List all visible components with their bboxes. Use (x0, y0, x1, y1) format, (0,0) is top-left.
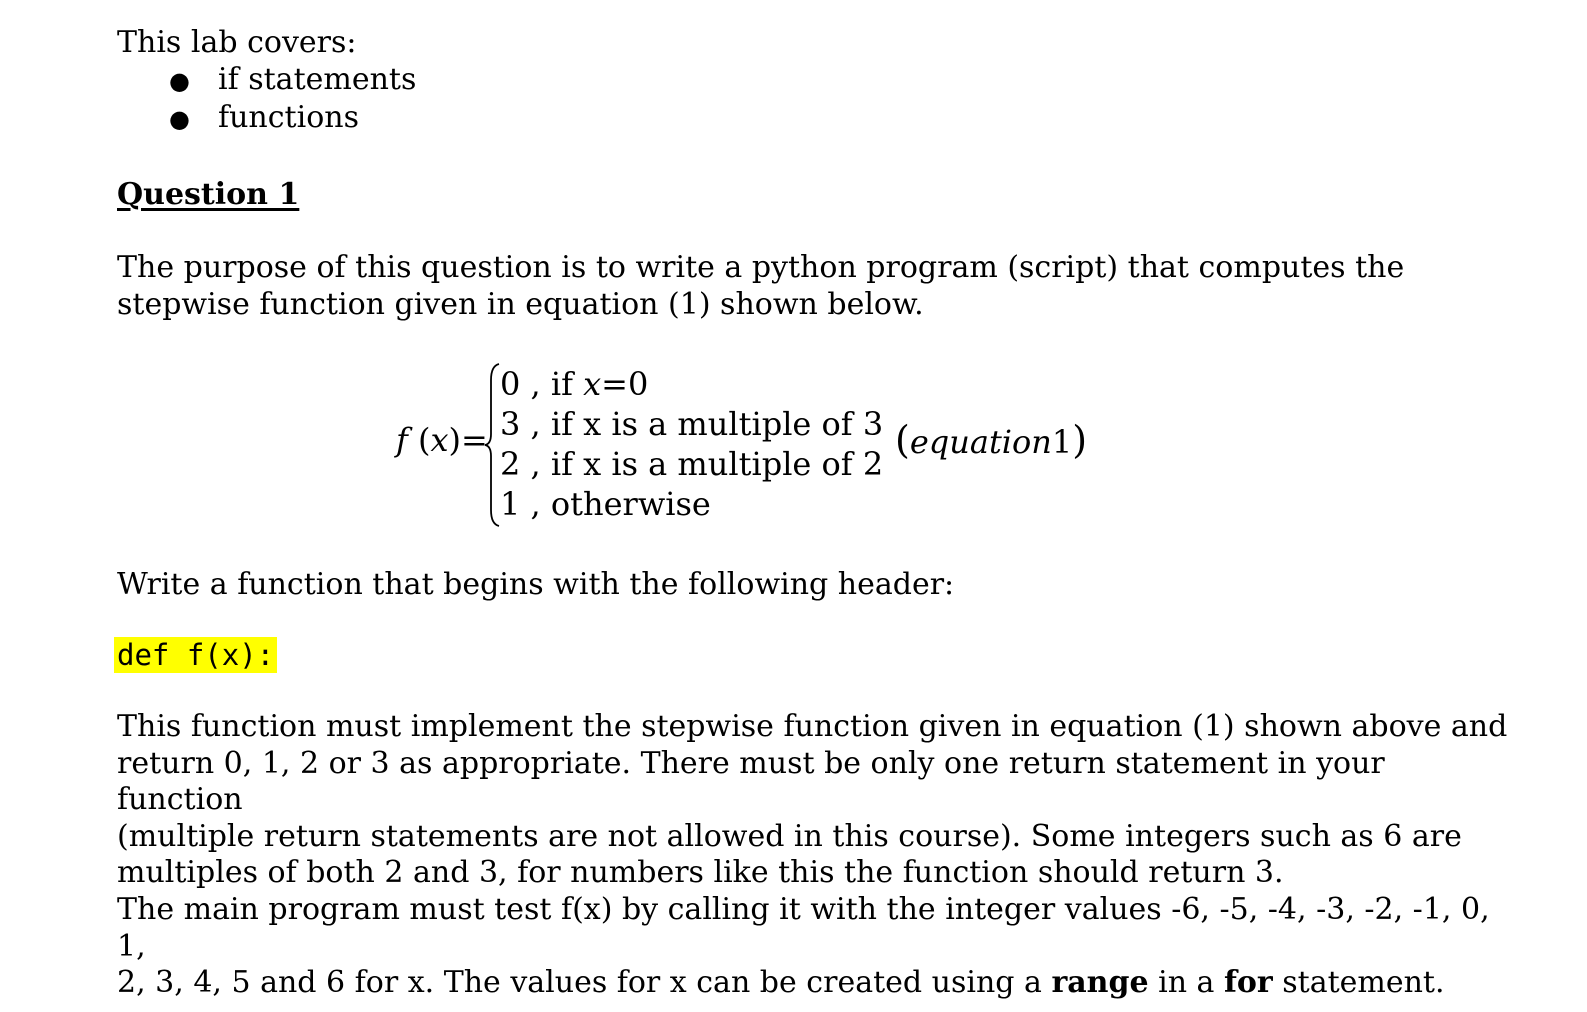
equation-open-paren: ( (407, 421, 431, 459)
bullet-icon: ● (169, 105, 190, 133)
equation-case-row: 3 , if x is a multiple of 3 (500, 405, 884, 443)
bullet-icon: ● (169, 67, 190, 95)
list-item-label: functions (218, 100, 359, 135)
equation-lhs (396, 420, 488, 460)
equation-close-equals: )= (448, 421, 488, 459)
question-heading: Question 1 (117, 177, 300, 212)
equation-label: (equation1) (895, 418, 1088, 462)
equation-var: x (430, 421, 449, 459)
range-keyword: range (1051, 965, 1149, 1000)
equation-case-row: 0 , if x=0 (500, 365, 649, 403)
topics-list (117, 61, 416, 137)
function-header-code: def f(x): (114, 637, 277, 673)
header-instruction: Write a function that begins with the following header: (117, 567, 955, 602)
equation-func-name: f (396, 421, 408, 459)
equation-case-row: 1 , otherwise (500, 485, 711, 523)
list-item (117, 99, 416, 137)
list-item (117, 61, 416, 99)
purpose-paragraph: The purpose of this question is to write a python program (script) that computes the stepwise function given in equation (1) shown below. (117, 250, 1405, 322)
main-program-paragraph: The main program must test f(x) by calling it with the integer values -6, -5, -4, -3, -2, -1, 0, 1, 2, 3, 4, 5 and 6 for x. The values for x can be created using a range in a for statement. (117, 892, 1490, 1000)
equation-case-row: 2 , if x is a multiple of 2 (500, 445, 884, 483)
implementation-paragraph: This function must implement the stepwise function given in equation (1) shown above and return 0, 1, 2 or 3 as appropriate. There must be only one return statement in your function (multiple return statements are not allowed in this course). Some integers such as 6 are multiples of both 2 and 3, for numbers like this the function should return 3. (117, 709, 1508, 890)
for-keyword: for (1223, 965, 1273, 1000)
list-item-label: if statements (218, 62, 417, 97)
equation-cases (500, 364, 883, 524)
intro-text: This lab covers: (117, 25, 357, 60)
